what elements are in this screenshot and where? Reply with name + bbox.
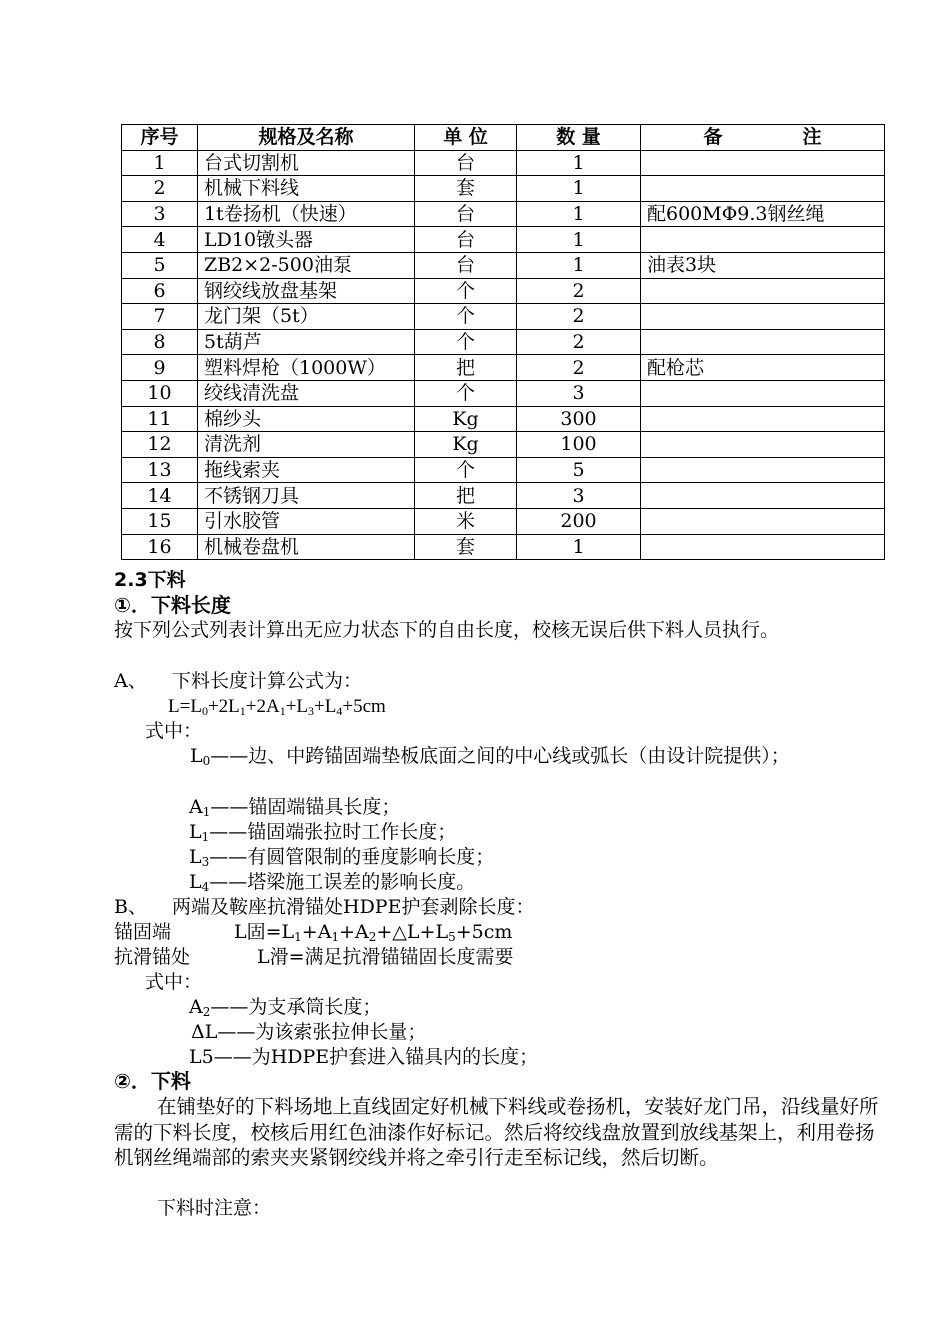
formula-b: L固$=L_1+A_1+A_2+\triangle L+L_5+5cm$ (234, 921, 513, 944)
table-row (122, 508, 885, 534)
row-name: 清洗剂 (198, 432, 415, 458)
row-unit: 个 (415, 304, 517, 330)
row-quantity: 1 (517, 252, 641, 278)
row-name: 台式切割机 (198, 150, 415, 176)
header-note (641, 125, 885, 151)
row-note (641, 150, 885, 176)
row-index: 9 (122, 355, 198, 381)
row-index: 16 (122, 534, 198, 560)
row-note (641, 483, 885, 509)
row-name: 棉纱头 (198, 406, 415, 432)
table-row (122, 278, 885, 304)
row-unit: 台 (415, 150, 517, 176)
row-index: 5 (122, 252, 198, 278)
row-unit: 套 (415, 176, 517, 202)
header-quantity: 数 量 (517, 125, 641, 151)
row-name: 拖线索夹 (198, 457, 415, 483)
row-index: 10 (122, 380, 198, 406)
item-b-label: B、 (114, 896, 147, 918)
def-l4: $L_4——$塔梁施工误差的影响长度。 (189, 871, 476, 894)
row-quantity: 1 (517, 150, 641, 176)
row-unit: Kg (415, 432, 517, 458)
table-row (122, 176, 885, 202)
row-quantity: 2 (517, 304, 641, 330)
row-quantity: 3 (517, 483, 641, 509)
row-name: ZB2×2-500油泵 (198, 252, 415, 278)
row-unit: 个 (415, 278, 517, 304)
row-note (641, 406, 885, 432)
row-unit: 台 (415, 227, 517, 253)
row-name: 引水胶管 (198, 508, 415, 534)
row-note: 配600MΦ9.3钢丝绳 (641, 201, 885, 227)
table-row (122, 150, 885, 176)
row-index: 12 (122, 432, 198, 458)
row-quantity: 2 (517, 355, 641, 381)
row-note (641, 432, 885, 458)
row-name: 绞线清洗盘 (198, 380, 415, 406)
row-name: 钢绞线放盘基架 (198, 278, 415, 304)
table-row (122, 355, 885, 381)
row-index: 1 (122, 150, 198, 176)
row-note (641, 457, 885, 483)
header-note-part2: 注 (802, 126, 822, 149)
row-index: 2 (122, 176, 198, 202)
row-name: 机械下料线 (198, 176, 415, 202)
equipment-table-body (122, 150, 885, 560)
row-note (641, 508, 885, 534)
row-note: 油表3块 (641, 252, 885, 278)
row-unit: 个 (415, 380, 517, 406)
paragraph-cut-length: 按下列公式列表计算出无应力状态下的自由长度，校核无误后供下料人员执行。 (114, 619, 780, 641)
row-quantity: 1 (517, 227, 641, 253)
def-l1: $L_1——$锚固端张拉时工作长度； (189, 821, 457, 844)
row-unit: Kg (415, 406, 517, 432)
row-index: 11 (122, 406, 198, 432)
row-quantity: 1 (517, 201, 641, 227)
row-unit: 个 (415, 329, 517, 355)
def-a1: $A_1——$锚固端锚具长度； (189, 796, 401, 819)
row-unit: 套 (415, 534, 517, 560)
row-unit: 把 (415, 483, 517, 509)
row-index: 7 (122, 304, 198, 330)
row-index: 4 (122, 227, 198, 253)
formula-a: $L=L_0+2L_1+2A_1+L_3+L_4+5cm$ (168, 696, 386, 718)
row-note (641, 304, 885, 330)
table-row (122, 380, 885, 406)
row-index: 14 (122, 483, 198, 509)
row-name: 塑料焊枪（1000W） (198, 355, 415, 381)
table-row (122, 304, 885, 330)
row-index: 8 (122, 329, 198, 355)
header-note-part1: 备 (703, 126, 723, 149)
subsection-cut-length: ①．下料长度 (114, 593, 231, 617)
table-row (122, 406, 885, 432)
anchor-end-label: 锚固端 (114, 921, 172, 943)
row-quantity: 3 (517, 380, 641, 406)
def-l5: L5——为HDPE护套进入锚具内的长度； (189, 1046, 539, 1068)
row-quantity: 2 (517, 278, 641, 304)
row-quantity: 2 (517, 329, 641, 355)
row-name: 1t卷扬机（快速） (198, 201, 415, 227)
row-note (641, 176, 885, 202)
row-quantity: 100 (517, 432, 641, 458)
row-quantity: 1 (517, 534, 641, 560)
item-a-label: A、 (114, 670, 147, 692)
slip-anchor-label: 抗滑锚处 (114, 946, 191, 968)
equipment-table (121, 124, 885, 560)
item-b-text: 两端及鞍座抗滑锚处HDPE护套剥除长度： (172, 896, 535, 918)
subsection-cutting: ②．下料 (114, 1069, 191, 1093)
table-header-row (122, 125, 885, 151)
row-note: 配枪芯 (641, 355, 885, 381)
row-note (641, 534, 885, 560)
section-heading: 2.3下料 (114, 569, 186, 591)
row-name: 5t葫芦 (198, 329, 415, 355)
row-name: 机械卷盘机 (198, 534, 415, 560)
row-unit: 台 (415, 201, 517, 227)
paragraph-cutting: 在铺垫好的下料场地上直线固定好机械下料线或卷扬机，安装好龙门吊，沿线量好所需的下料长度，校核后用红色油漆作好标记。然后将绞线盘放置到放线基架上，利用卷扬机钢丝绳端部的索夹夹紧钢绞线并将之牵引行走至标记线，然后切断。 (114, 1095, 879, 1169)
row-unit: 把 (415, 355, 517, 381)
row-name: 不锈钢刀具 (198, 483, 415, 509)
where-label-2: 式中： (145, 971, 203, 993)
row-quantity: 200 (517, 508, 641, 534)
row-index: 6 (122, 278, 198, 304)
slip-anchor-formula: L滑=满足抗滑锚锚固长度需要 (257, 946, 514, 968)
row-note (641, 278, 885, 304)
cutting-notes-label: 下料时注意： (157, 1197, 272, 1219)
table-row (122, 483, 885, 509)
row-note (641, 380, 885, 406)
table-row (122, 432, 885, 458)
row-quantity: 5 (517, 457, 641, 483)
row-index: 13 (122, 457, 198, 483)
row-index: 3 (122, 201, 198, 227)
def-a2: $A_2——$为支承筒长度； (189, 996, 382, 1019)
def-delta-l: ΔL——为该索张拉伸长量； (191, 1021, 427, 1043)
where-label: 式中： (145, 720, 203, 742)
row-unit: 个 (415, 457, 517, 483)
def-l0: $L_0——$边、中跨锚固端垫板底面之间的中心线或弧长（由设计院提供）； (190, 745, 790, 768)
row-index: 15 (122, 508, 198, 534)
header-name: 规格及名称 (198, 125, 415, 151)
item-a-text: 下料长度计算公式为： (172, 670, 363, 692)
row-unit: 台 (415, 252, 517, 278)
row-name: LD10镦头器 (198, 227, 415, 253)
header-unit: 单 位 (415, 125, 517, 151)
row-name: 龙门架（5t） (198, 304, 415, 330)
table-row (122, 252, 885, 278)
table-row (122, 227, 885, 253)
row-note (641, 329, 885, 355)
row-quantity: 300 (517, 406, 641, 432)
table-row (122, 201, 885, 227)
def-l3: $L_3——$有圆管限制的垂度影响长度； (189, 846, 495, 869)
row-unit: 米 (415, 508, 517, 534)
header-index: 序号 (122, 125, 198, 151)
table-row (122, 534, 885, 560)
row-note (641, 227, 885, 253)
table-row (122, 329, 885, 355)
row-quantity: 1 (517, 176, 641, 202)
table-row (122, 457, 885, 483)
